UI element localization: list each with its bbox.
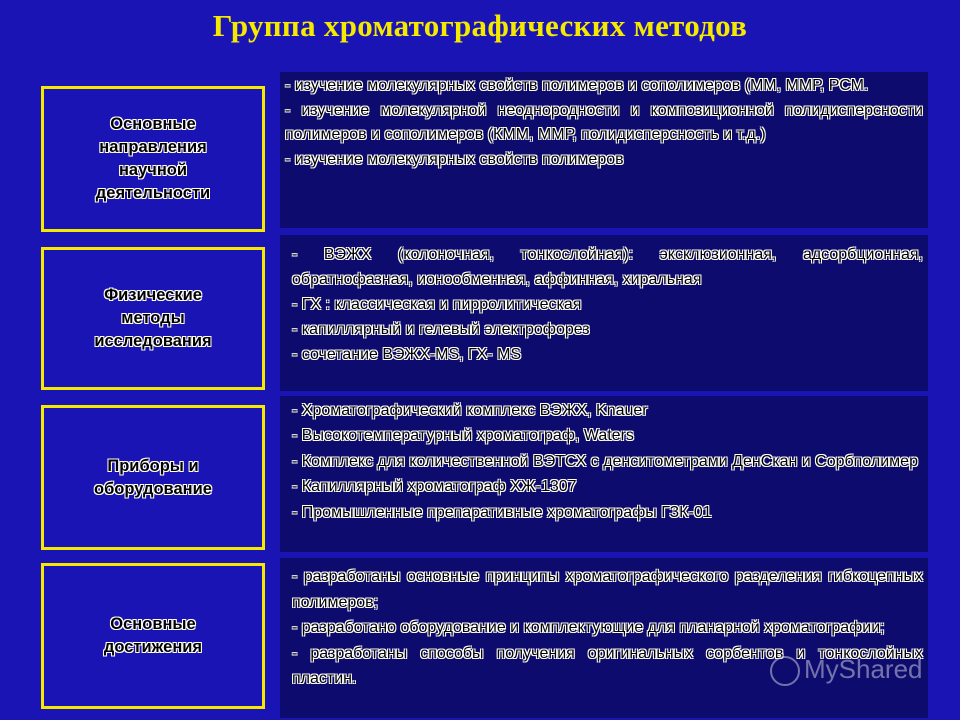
- section-1-label: Основные направления научной деятельности: [95, 115, 211, 202]
- watermark-text: MyShared: [804, 654, 923, 684]
- section-3-line: - Капиллярный хроматограф ХЖ-1307: [292, 478, 577, 496]
- watermark: [770, 654, 923, 686]
- section-4-line: - разработаны основные принципы хроматографического разделения гибкоцепных полимеров;: [292, 568, 923, 611]
- slide-title: Группа хроматографических методов: [212, 8, 748, 43]
- section-2-label: Физические методы исследования: [94, 286, 212, 350]
- section-1-label-box: [41, 86, 265, 232]
- section-2-line: - ГХ : классическая и пирролитическая: [292, 296, 582, 313]
- section-3-line: - Комплекс для количественной ВЭТСХ с денситометрами ДенСкан и Сорбполимер: [292, 452, 918, 470]
- section-3-line: - Высокотемпературный хроматограф, Waters: [292, 427, 634, 445]
- section-4-label-box: [41, 563, 265, 709]
- section-3-label: Приборы и оборудование: [94, 456, 212, 498]
- section-1-line: - изучение молекулярных свойств полимеров: [285, 150, 624, 168]
- section-3-line: - Промышленные препаративные хроматографы ГЗК-01: [292, 503, 712, 521]
- section-4-line: - разработано оборудование и комплектующие для планарной хроматографии;: [292, 619, 885, 637]
- section-4-line: - разработаны способы получения оригинальных сорбентов и тонкослойных пластин.: [292, 644, 923, 688]
- section-1-text: [285, 74, 923, 172]
- section-1-line: - изучение молекулярных свойств полимеров и сополимеров (ММ, ММР, РСМ.: [285, 77, 869, 94]
- section-2-line: - капиллярный и гелевый электрофорез: [292, 321, 590, 338]
- watermark-logo-icon: [770, 656, 800, 686]
- section-3-text: [292, 398, 923, 525]
- section-3-line: - Хроматографический комплекс ВЭЖХ, Knauer: [292, 402, 648, 419]
- section-1-line: - изучение молекулярной неоднородности и композиционной полидисперсности полимеров и сополимеров (КММ, ММР, полидисперсность и т.д.): [285, 101, 923, 144]
- section-4-label: Основные достижения: [103, 615, 203, 656]
- section-2-text: [292, 242, 923, 367]
- section-2-label-box: [41, 247, 265, 390]
- section-3-label-box: [41, 405, 265, 550]
- section-2-line: - ВЭЖХ (колоночная, тонкослойная): эксклюзионная, адсорбционная, обратнофазная, ионообменная, аффинная, хиральная: [292, 246, 923, 288]
- section-2-line: - сочетание ВЭЖХ-MS, ГХ- MS: [292, 346, 522, 363]
